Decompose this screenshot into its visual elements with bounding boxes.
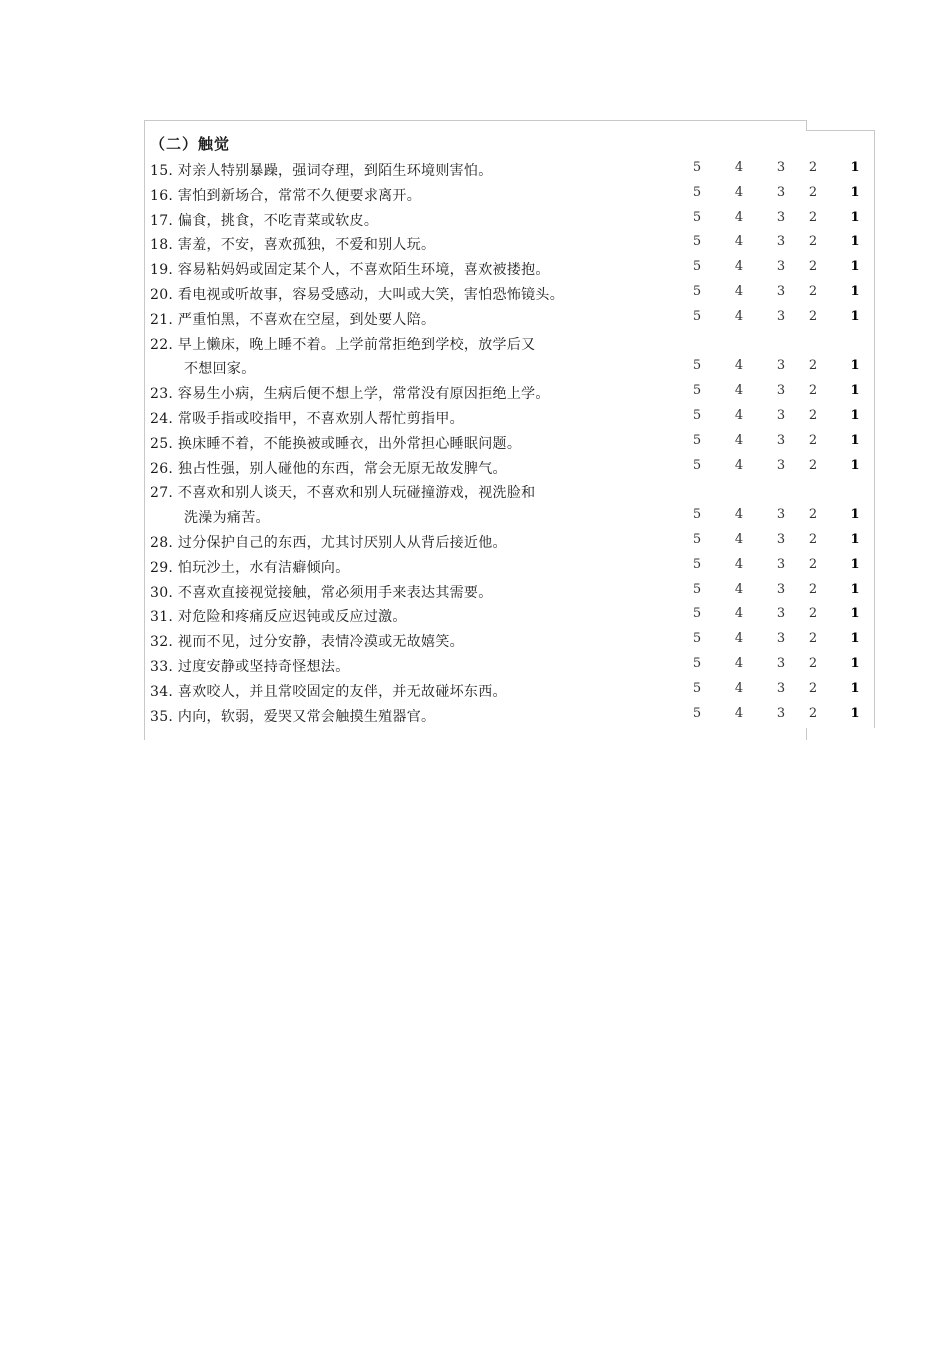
item-line: [0, 529, 950, 554]
item-text: 28. 过分保护自己的东西，尤其讨厌别人从背后接近他。: [150, 534, 507, 551]
score-option-4[interactable]: 4: [734, 234, 744, 250]
score-option-3[interactable]: 3: [776, 259, 786, 275]
score-option-3[interactable]: 3: [776, 680, 786, 696]
frame-border-inner-top: [806, 120, 807, 130]
score-option-5[interactable]: 5: [692, 531, 702, 547]
score-option-3[interactable]: 3: [776, 184, 786, 200]
item-text: 26. 独占性强，别人碰他的东西，常会无原无故发脾气。: [150, 460, 507, 477]
score-option-4[interactable]: 4: [734, 457, 744, 473]
score-option-4[interactable]: 4: [734, 606, 744, 622]
score-option-4[interactable]: 4: [734, 184, 744, 200]
item-text-continued: 不想回家。: [184, 361, 256, 378]
score-option-5[interactable]: 5: [692, 432, 702, 448]
score-option-1[interactable]: 1: [850, 556, 860, 572]
item-text: 16. 害怕到新场合，常常不久便要求离开。: [150, 187, 422, 204]
score-option-1[interactable]: 1: [850, 160, 860, 175]
item-line: [0, 281, 950, 306]
score-option-5[interactable]: 5: [692, 631, 702, 647]
item-text: 20. 看电视或听故事，容易受感动，大叫或大笑，害怕恐怖镜头。: [150, 286, 565, 303]
score-option-1[interactable]: 1: [850, 507, 860, 523]
score-option-5[interactable]: 5: [692, 705, 702, 721]
item-text: 33. 过度安静或坚持奇怪想法。: [150, 658, 350, 675]
score-option-2[interactable]: 2: [808, 209, 818, 225]
item-line-continued: [0, 355, 950, 380]
score-option-3[interactable]: 3: [776, 209, 786, 225]
score-option-4[interactable]: 4: [734, 631, 744, 647]
item-line: [0, 231, 950, 256]
questionnaire-item: [0, 579, 950, 604]
score-option-3[interactable]: 3: [776, 457, 786, 473]
item-line: [0, 554, 950, 579]
item-line: [0, 405, 950, 430]
score-option-4[interactable]: 4: [734, 507, 744, 523]
score-option-1[interactable]: 1: [850, 407, 860, 423]
score-option-5[interactable]: 5: [692, 407, 702, 423]
score-option-5[interactable]: 5: [692, 308, 702, 324]
score-option-5[interactable]: 5: [692, 259, 702, 275]
section-title: （二）触觉: [150, 135, 231, 153]
item-line: [0, 603, 950, 628]
score-option-3[interactable]: 3: [776, 556, 786, 572]
score-option-2[interactable]: 2: [808, 432, 818, 448]
score-option-5[interactable]: 5: [692, 283, 702, 299]
score-option-5[interactable]: 5: [692, 358, 702, 374]
score-option-1[interactable]: 1: [850, 655, 860, 671]
score-option-1[interactable]: 1: [850, 234, 860, 250]
questionnaire-item: [0, 603, 950, 628]
item-line: [0, 455, 950, 480]
score-option-4[interactable]: 4: [734, 655, 744, 671]
score-option-1[interactable]: 1: [850, 209, 860, 225]
score-option-3[interactable]: 3: [776, 655, 786, 671]
item-text: 27. 不喜欢和别人谈天，不喜欢和别人玩碰撞游戏，视洗脸和: [150, 485, 536, 502]
score-option-2[interactable]: 2: [808, 160, 818, 175]
score-option-3[interactable]: 3: [776, 432, 786, 448]
score-option-2[interactable]: 2: [808, 358, 818, 374]
score-option-1[interactable]: 1: [850, 606, 860, 622]
score-option-3[interactable]: 3: [776, 234, 786, 250]
score-option-3[interactable]: 3: [776, 631, 786, 647]
score-option-1[interactable]: 1: [850, 383, 860, 399]
item-line: [0, 678, 950, 703]
score-option-4[interactable]: 4: [734, 383, 744, 399]
item-line: [0, 331, 950, 356]
score-option-5[interactable]: 5: [692, 606, 702, 622]
questionnaire-item: [0, 479, 950, 529]
score-option-4[interactable]: 4: [734, 432, 744, 448]
questionnaire-item: [0, 703, 950, 728]
score-option-4[interactable]: 4: [734, 581, 744, 597]
score-option-5[interactable]: 5: [692, 457, 702, 473]
score-option-4[interactable]: 4: [734, 283, 744, 299]
questionnaire-item: [0, 157, 950, 182]
questionnaire-item: [0, 331, 950, 381]
item-text: 18. 害羞，不安，喜欢孤独，不爱和别人玩。: [150, 237, 436, 254]
questionnaire-item: [0, 554, 950, 579]
score-option-1[interactable]: 1: [850, 457, 860, 473]
score-option-1[interactable]: 1: [850, 705, 860, 721]
score-option-3[interactable]: 3: [776, 705, 786, 721]
item-text: 34. 喜欢咬人，并且常咬固定的友伴，并无故碰坏东西。: [150, 683, 507, 700]
score-option-4[interactable]: 4: [734, 556, 744, 572]
item-text: 35. 内向，软弱，爱哭又常会触摸生殖器官。: [150, 708, 436, 725]
item-text: 23. 容易生小病，生病后便不想上学，常常没有原因拒绝上学。: [150, 386, 550, 403]
score-option-3[interactable]: 3: [776, 507, 786, 523]
questionnaire-item: [0, 207, 950, 232]
item-text: 19. 容易粘妈妈或固定某个人，不喜欢陌生环境，喜欢被搂抱。: [150, 262, 550, 279]
frame-border-top-right: [806, 130, 874, 131]
score-option-5[interactable]: 5: [692, 160, 702, 175]
questionnaire-item: [0, 306, 950, 331]
score-option-4[interactable]: 4: [734, 531, 744, 547]
questionnaire-item: [0, 182, 950, 207]
item-line: [0, 256, 950, 281]
score-option-1[interactable]: 1: [850, 358, 860, 374]
score-option-5[interactable]: 5: [692, 655, 702, 671]
item-text: 29. 怕玩沙土，水有洁癖倾向。: [150, 559, 350, 576]
item-text-continued: 洗澡为痛苦。: [184, 510, 270, 527]
score-option-5[interactable]: 5: [692, 581, 702, 597]
score-option-1[interactable]: 1: [850, 680, 860, 696]
questionnaire-item: [0, 231, 950, 256]
item-text: 30. 不喜欢直接视觉接触，常必须用手来表达其需要。: [150, 584, 493, 601]
score-option-5[interactable]: 5: [692, 680, 702, 696]
score-option-2[interactable]: 2: [808, 184, 818, 200]
item-text: 21. 严重怕黑，不喜欢在空屋，到处要人陪。: [150, 311, 436, 328]
score-option-1[interactable]: 1: [850, 531, 860, 547]
item-line: [0, 306, 950, 331]
questionnaire-item: [0, 405, 950, 430]
score-option-2[interactable]: 2: [808, 283, 818, 299]
item-line: [0, 430, 950, 455]
score-option-2[interactable]: 2: [808, 308, 818, 324]
score-option-2[interactable]: 2: [808, 631, 818, 647]
item-line: [0, 207, 950, 232]
score-option-2[interactable]: 2: [808, 705, 818, 721]
score-option-3[interactable]: 3: [776, 407, 786, 423]
score-option-4[interactable]: 4: [734, 680, 744, 696]
frame-border-top: [144, 120, 806, 121]
questionnaire-item: [0, 430, 950, 455]
score-option-2[interactable]: 2: [808, 383, 818, 399]
item-line-continued: [0, 504, 950, 529]
questionnaire-item: [0, 455, 950, 480]
item-line: [0, 380, 950, 405]
score-option-3[interactable]: 3: [776, 358, 786, 374]
questionnaire-item: [0, 653, 950, 678]
questionnaire-item: [0, 380, 950, 405]
questionnaire-items: [0, 157, 950, 727]
score-option-1[interactable]: 1: [850, 432, 860, 448]
score-option-1[interactable]: 1: [850, 631, 860, 647]
score-option-3[interactable]: 3: [776, 383, 786, 399]
score-option-2[interactable]: 2: [808, 556, 818, 572]
score-option-3[interactable]: 3: [776, 531, 786, 547]
item-text: 22. 早上懒床，晚上睡不着。上学前常拒绝到学校，放学后又: [150, 336, 536, 353]
score-option-5[interactable]: 5: [692, 209, 702, 225]
frame-border-inner-bottom: [806, 728, 807, 740]
item-line: [0, 703, 950, 728]
questionnaire-item: [0, 256, 950, 281]
item-line: [0, 653, 950, 678]
score-option-5[interactable]: 5: [692, 556, 702, 572]
item-text: 17. 偏食，挑食，不吃青菜或软皮。: [150, 212, 379, 229]
item-text: 31. 对危险和疼痛反应迟钝或反应过激。: [150, 609, 407, 626]
item-text: 25. 换床睡不着，不能换被或睡衣，出外常担心睡眠问题。: [150, 435, 522, 452]
score-option-2[interactable]: 2: [808, 259, 818, 275]
item-text: 24. 常吸手指或咬指甲，不喜欢别人帮忙剪指甲。: [150, 410, 464, 427]
item-line: [0, 157, 950, 182]
score-option-4[interactable]: 4: [734, 259, 744, 275]
score-option-5[interactable]: 5: [692, 383, 702, 399]
score-option-4[interactable]: 4: [734, 705, 744, 721]
item-text: 32. 视而不见，过分安静，表情冷漠或无故嬉笑。: [150, 634, 464, 651]
score-option-2[interactable]: 2: [808, 680, 818, 696]
questionnaire-item: [0, 529, 950, 554]
item-line: [0, 479, 950, 504]
score-option-1[interactable]: 1: [850, 308, 860, 324]
score-option-4[interactable]: 4: [734, 160, 744, 175]
score-option-2[interactable]: 2: [808, 581, 818, 597]
score-option-2[interactable]: 2: [808, 655, 818, 671]
item-line: [0, 579, 950, 604]
score-option-3[interactable]: 3: [776, 308, 786, 324]
score-option-1[interactable]: 1: [850, 581, 860, 597]
score-option-3[interactable]: 3: [776, 160, 786, 175]
score-option-4[interactable]: 4: [734, 407, 744, 423]
questionnaire-item: [0, 628, 950, 653]
score-option-4[interactable]: 4: [734, 209, 744, 225]
score-option-2[interactable]: 2: [808, 531, 818, 547]
score-option-2[interactable]: 2: [808, 457, 818, 473]
score-option-5[interactable]: 5: [692, 234, 702, 250]
questionnaire-item: [0, 678, 950, 703]
score-option-4[interactable]: 4: [734, 358, 744, 374]
score-option-3[interactable]: 3: [776, 283, 786, 299]
score-option-4[interactable]: 4: [734, 308, 744, 324]
score-option-2[interactable]: 2: [808, 507, 818, 523]
item-line: [0, 628, 950, 653]
score-option-1[interactable]: 1: [850, 184, 860, 200]
score-option-2[interactable]: 2: [808, 407, 818, 423]
score-option-2[interactable]: 2: [808, 234, 818, 250]
score-option-5[interactable]: 5: [692, 184, 702, 200]
score-option-5[interactable]: 5: [692, 507, 702, 523]
item-text: 15. 对亲人特别暴躁，强词夺理，到陌生环境则害怕。: [150, 163, 493, 179]
score-option-1[interactable]: 1: [850, 283, 860, 299]
score-option-3[interactable]: 3: [776, 606, 786, 622]
score-option-2[interactable]: 2: [808, 606, 818, 622]
score-option-1[interactable]: 1: [850, 259, 860, 275]
item-line: [0, 182, 950, 207]
questionnaire-item: [0, 281, 950, 306]
score-option-3[interactable]: 3: [776, 581, 786, 597]
